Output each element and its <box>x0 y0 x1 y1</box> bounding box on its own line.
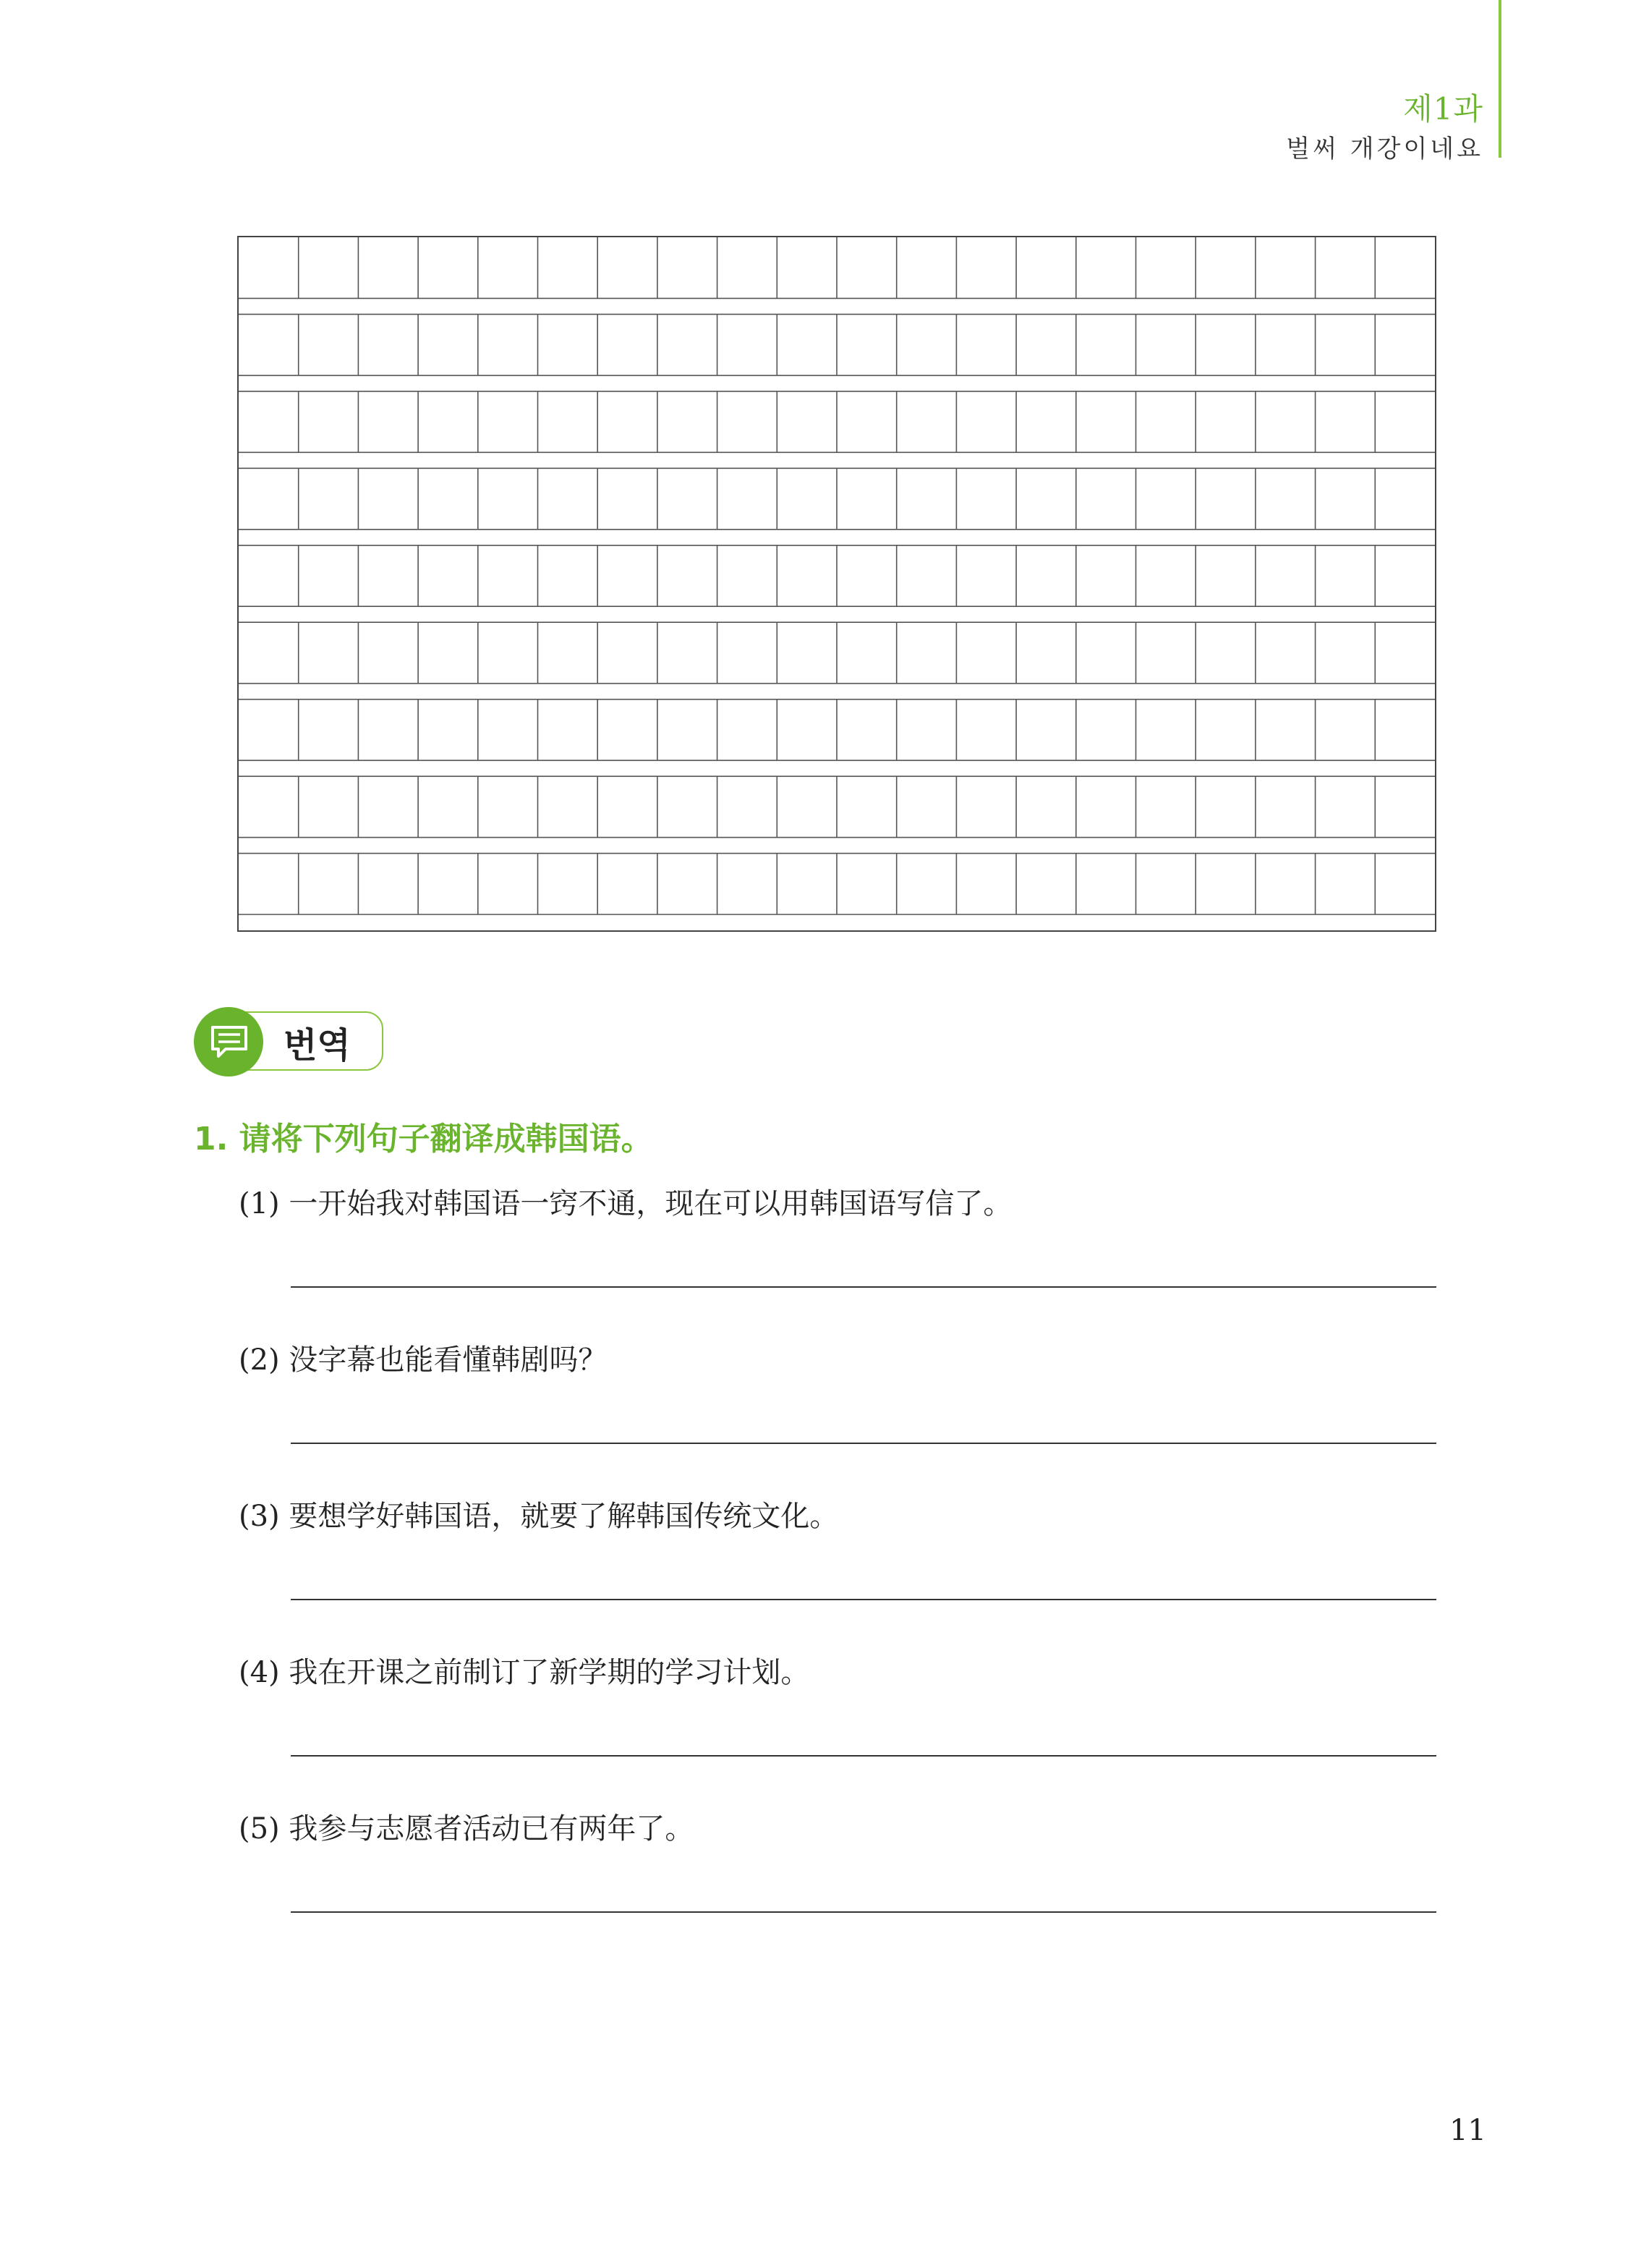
speech-bubble-icon <box>210 1024 249 1061</box>
answer-line-4[interactable] <box>291 1755 1436 1757</box>
answer-line-1[interactable] <box>291 1286 1436 1288</box>
item-text: 一开始我对韩国语一窍不通，现在可以用韩国语写信了。 <box>289 1187 1013 1220</box>
exercise-item-1 <box>239 1184 1436 1224</box>
answer-line-2[interactable] <box>291 1443 1436 1444</box>
section-badge <box>194 1007 385 1076</box>
page-number: 11 <box>1449 2114 1486 2147</box>
item-number: (5) <box>239 1812 280 1846</box>
answer-line-3[interactable] <box>291 1599 1436 1600</box>
chapter-rule <box>1499 0 1501 158</box>
writing-grid[interactable] <box>237 236 1436 932</box>
writing-grid-lines <box>239 237 1435 930</box>
exercise-item-4 <box>239 1652 1436 1693</box>
exercise-item-2 <box>239 1340 1436 1380</box>
chapter-number: 제1과 <box>1403 91 1483 127</box>
chapter-title: 벌써 개강이네요 <box>1286 135 1483 163</box>
item-text: 没字幕也能看懂韩剧吗？ <box>289 1343 608 1377</box>
exercise-item-5 <box>239 1809 1436 1849</box>
section-label: 번역 <box>284 1025 351 1066</box>
item-number: (3) <box>239 1500 280 1533</box>
item-text: 我在开课之前制订了新学期的学习计划。 <box>289 1656 810 1689</box>
item-number: (1) <box>239 1187 280 1220</box>
item-text: 我参与志愿者活动已有两年了。 <box>289 1812 694 1846</box>
section-badge-circle <box>194 1007 263 1076</box>
item-number: (2) <box>239 1343 280 1377</box>
exercise-item-3 <box>239 1496 1436 1537</box>
item-text: 要想学好韩国语，就要了解韩国传统文化。 <box>289 1500 839 1533</box>
exercise-heading: 1. 请将下列句子翻译成韩国语。 <box>194 1121 653 1158</box>
item-number: (4) <box>239 1656 280 1689</box>
answer-line-5[interactable] <box>291 1911 1436 1913</box>
